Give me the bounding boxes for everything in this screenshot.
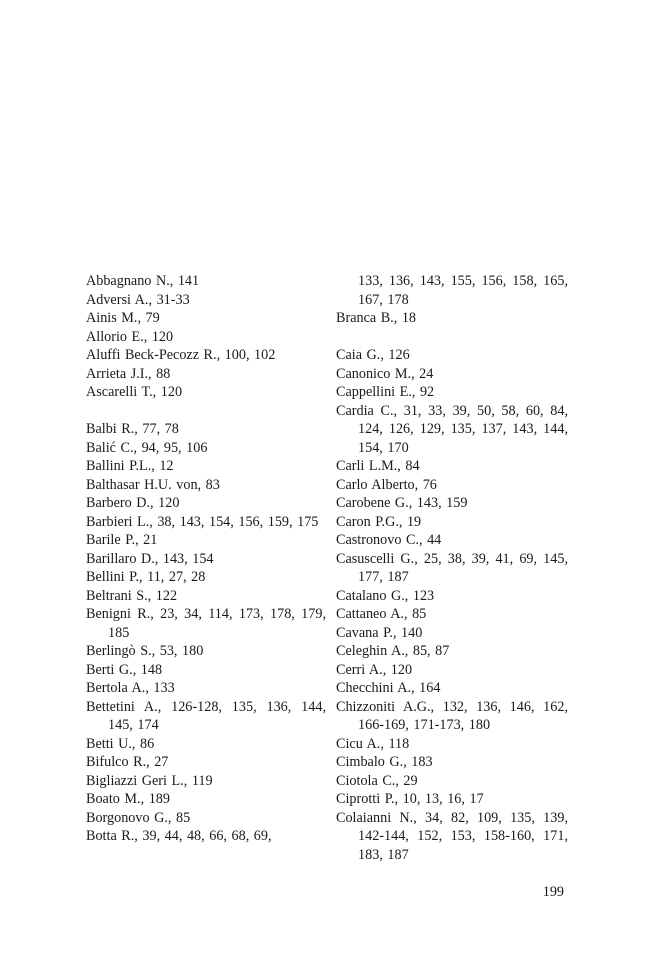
index-entry: Boato M., 189 — [86, 791, 170, 807]
index-entry: Colaianni N., 34, 82, 109, 135, 139, 142-144, 152, 153, 158-160, 171, 183, 187 — [336, 809, 568, 863]
index-entry-continuation: 133, 136, 143, 155, 156, 158, 165, 167, 178 — [358, 273, 568, 308]
page-number: 199 — [542, 884, 564, 900]
index-entry: Barbero D., 120 — [86, 495, 180, 511]
index-entry: Bettetini A., 126-128, 135, 136, 144, 145, 174 — [86, 698, 326, 733]
index-entry: Aluffi Beck-Pecozz R., 100, 102 — [86, 347, 276, 363]
index-entry: Barile P., 21 — [86, 532, 158, 548]
index-entry: Cappellini E., 92 — [336, 384, 435, 400]
index-entry: Benigni R., 23, 34, 114, 173, 178, 179, 185 — [86, 606, 326, 641]
index-entry: Balthasar H.U. von, 83 — [86, 476, 220, 493]
index-entry: Chizzoniti A.G., 132, 136, 146, 162, 166-169, 171-173, 180 — [336, 698, 568, 733]
index-entry: Ainis M., 79 — [86, 310, 160, 326]
letter-group-gap — [86, 402, 326, 421]
index-entry: Cattaneo A., 85 — [336, 606, 427, 622]
index-entry: Castronovo C., 44 — [336, 532, 442, 548]
index-entry: Ascarelli T., 120 — [86, 384, 183, 400]
index-entry: Bigliazzi Geri L., 119 — [86, 772, 213, 789]
index-column-left — [86, 272, 326, 846]
index-entry: Caia G., 126 — [336, 347, 410, 363]
index-entry: Ciotola C., 29 — [336, 772, 418, 789]
index-entry: Cicu A., 118 — [336, 735, 410, 752]
index-entry: Abbagnano N., 141 — [86, 273, 200, 289]
index-entry: Barillaro D., 143, 154 — [86, 550, 214, 567]
index-entry: Berti G., 148 — [86, 661, 163, 678]
index-entry: Carlo Alberto, 76 — [336, 476, 437, 493]
index-entry: Balbi R., 77, 78 — [86, 421, 179, 437]
index-entry: Cimbalo G., 183 — [336, 754, 433, 770]
index-entry: Carobene G., 143, 159 — [336, 495, 468, 511]
index-entry: Balić C., 94, 95, 106 — [86, 439, 208, 456]
index-entry: Celeghin A., 85, 87 — [336, 643, 450, 659]
index-entry: Allorio E., 120 — [86, 328, 174, 345]
index-entry: Casuscelli G., 25, 38, 39, 41, 69, 145, 177, 187 — [336, 550, 568, 585]
index-entry: Arrieta J.I., 88 — [86, 365, 171, 382]
index-entry: Botta R., 39, 44, 48, 66, 68, 69, — [86, 828, 272, 844]
index-entry: Cavana P., 140 — [336, 624, 423, 641]
index-entry: Adversi A., 31-33 — [86, 291, 190, 308]
index-entry: Caron P.G., 19 — [336, 513, 422, 530]
index-entry: Branca B., 18 — [336, 310, 417, 326]
index-entry: Cerri A., 120 — [336, 661, 413, 678]
index-entry: Checchini A., 164 — [336, 680, 441, 696]
index-entry: Beltrani S., 122 — [86, 587, 178, 604]
index-entry: Barbieri L., 38, 143, 154, 156, 159, 175 — [86, 513, 319, 530]
letter-group-gap — [336, 328, 568, 347]
index-entry: Betti U., 86 — [86, 735, 155, 752]
index-entry: Ciprotti P., 10, 13, 16, 17 — [336, 791, 484, 807]
index-entry: Bifulco R., 27 — [86, 754, 169, 770]
index-entry: Borgonovo G., 85 — [86, 809, 191, 826]
index-entry: Cardia C., 31, 33, 39, 50, 58, 60, 84, 124, 126, 129, 135, 137, 143, 144, 154, 170 — [336, 402, 568, 456]
index-entry: Bertola A., 133 — [86, 680, 175, 696]
index-entry: Carli L.M., 84 — [336, 458, 420, 474]
index-entry: Canonico M., 24 — [336, 365, 434, 382]
index-entry: Catalano G., 123 — [336, 587, 435, 604]
index-entry: Berlingò S., 53, 180 — [86, 643, 204, 659]
index-column-right — [336, 272, 568, 864]
index-entry: Bellini P., 11, 27, 28 — [86, 569, 206, 585]
index-entry: Ballini P.L., 12 — [86, 458, 174, 474]
